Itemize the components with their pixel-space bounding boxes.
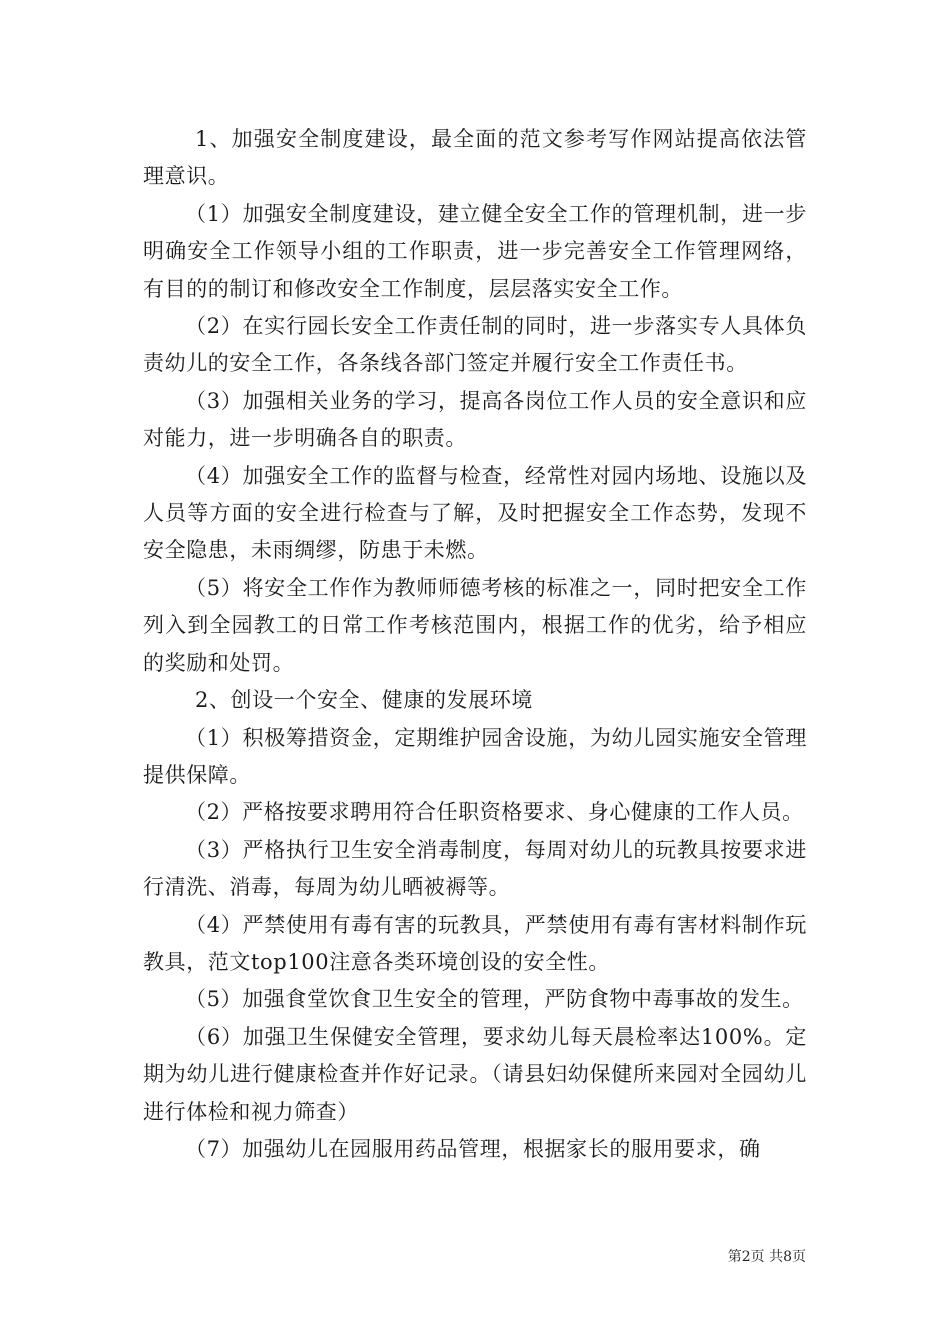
paragraph: （4）严禁使用有毒有害的玩教具，严禁使用有毒有害材料制作玩教具，范文top100注意各类环境创设的安全性。	[143, 912, 807, 974]
paragraph: （4）加强安全工作的监督与检查，经常性对园内场地、设施以及人员等方面的安全进行检查与了解，及时把握安全工作态势，发现不安全隐患，未雨绸缪，防患于未燃。	[143, 463, 807, 563]
paragraph: （3）严格执行卫生安全消毒制度，每周对幼儿的玩教具按要求进行清洗、消毒，每周为幼儿晒被褥等。	[143, 837, 807, 900]
paragraph: （2）在实行园长安全工作责任制的同时，进一步落实专人具体负责幼儿的安全工作，各条线各部门签定并履行安全工作责任书。	[143, 314, 807, 376]
section-heading-1: 1、加强安全制度建设，最全面的范文参考写作网站提高依法管理意识。	[143, 127, 807, 189]
paragraph: （1）积极筹措资金，定期维护园舍设施，为幼儿园实施安全管理提供保障。	[143, 725, 807, 787]
paragraph: （6）加强卫生保健安全管理，要求幼儿每天晨检率达100%。定期为幼儿进行健康检查并作好记录。（请县妇幼保健所来园对全园幼儿进行体检和视力筛查）	[143, 1024, 807, 1124]
document-body	[143, 121, 807, 1168]
paragraph: （5）加强食堂饮食卫生安全的管理，严防食物中毒事故的发生。	[185, 987, 804, 1012]
footer-suffix: 页	[792, 1249, 806, 1265]
paragraph: （5）将安全工作作为教师师德考核的标准之一，同时把安全工作列入到全园教工的日常工作考核范围内，根据工作的优劣，给予相应的奖励和处罚。	[143, 575, 807, 675]
paragraph: （3）加强相关业务的学习，提高各岗位工作人员的安全意识和应对能力，进一步明确各自的职责。	[143, 388, 807, 451]
footer-total-pages: 8	[783, 1249, 792, 1265]
section-heading-2: 2、创设一个安全、健康的发展环境	[195, 688, 533, 713]
footer-current-page: 2	[741, 1249, 751, 1265]
footer-middle: 页 共	[750, 1249, 784, 1265]
paragraph: （7）加强幼儿在园服用药品管理，根据家长的服用要求，确	[185, 1136, 761, 1161]
page-footer	[0, 1248, 806, 1266]
paragraph: （1）加强安全制度建设，建立健全安全工作的管理机制，进一步明确安全工作领导小组的工作职责，进一步完善安全工作管理网络，有目的的制订和修改安全工作制度，层层落实安全工作。	[143, 201, 807, 301]
paragraph: （2）严格按要求聘用符合任职资格要求、身心健康的工作人员。	[185, 800, 804, 825]
footer-prefix: 第	[727, 1249, 742, 1265]
